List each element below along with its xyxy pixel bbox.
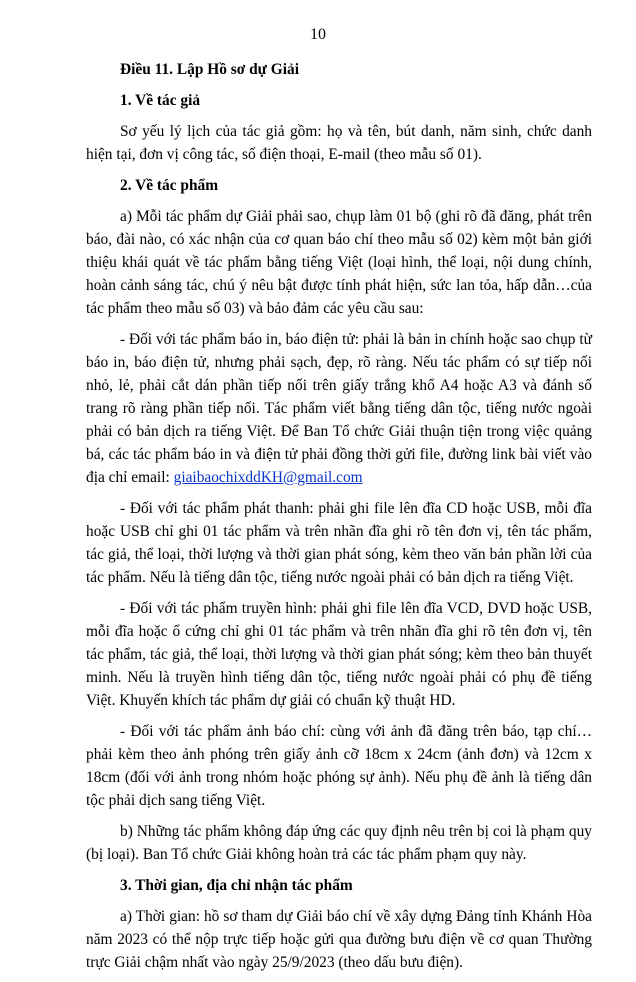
print-works-text: - Đối với tác phẩm báo in, báo điện tử: phải là bản in chính hoặc sao chụp từ báo in, báo điện tử, nhưng phải sạch, đẹp, rõ ràng. Nếu tác phẩm có sự tiếp nối nhỏ, lẻ, phải cắt dán phần tiếp nối trên giấy trắng khổ A4 hoặc A3 và đánh số trang rõ ràng phần tiếp nối. Tác phẩm viết bằng tiếng dân tộc, tiếng nước ngoài phải có bản dịch ra tiếng Việt. Để Ban Tổ chức Giải thuận tiện trong việc quảng bá, các tác phẩm báo in và điện tử phải đồng thời gửi file, đường link bài viết vào địa chỉ email: [86, 331, 592, 486]
submission-time-paragraph: a) Thời gian: hồ sơ tham dự Giải báo chí về xây dựng Đảng tỉnh Khánh Hòa năm 2023 có thể nộp trực tiếp hoặc gửi qua đường bưu điện về cơ quan Thường trực Giải chậm nhất vào ngày 25/9/2023 (theo dấu bưu điện). [86, 908, 592, 971]
section-heading-author: 1. Về tác giả [120, 92, 201, 109]
works-paragraph-b: b) Những tác phẩm không đáp ứng các quy định nêu trên bị coi là phạm quy (bị loại). Ban Tổ chức Giải không hoàn trả các tác phẩm phạm quy này. [86, 823, 592, 863]
article-title: Điều 11. Lập Hồ sơ dự Giải [120, 61, 299, 78]
page-number: 10 [310, 26, 326, 43]
document-body [86, 58, 592, 982]
works-paragraph-a: a) Mỗi tác phẩm dự Giải phải sao, chụp làm 01 bộ (ghi rõ đã đăng, phát trên báo, đài nào, có xác nhận của cơ quan báo chí theo mẫu số 02) kèm một bản giới thiệu khái quát về tác phẩm bằng tiếng Việt (loại hình, thể loại, nội dung chính, hoàn cảnh sáng tác, chú ý nêu bật được tính phát hiện, sức lan tỏa, hấp dẫn…của tác phẩm theo mẫu số 03) và bảo đảm các yêu cầu sau: [86, 208, 592, 317]
section-heading-works: 2. Về tác phẩm [120, 177, 219, 194]
section-heading-submission: 3. Thời gian, địa chỉ nhận tác phẩm [120, 877, 353, 894]
email-link[interactable]: giaibaochixddKH@gmail.com [173, 469, 363, 486]
author-paragraph: Sơ yếu lý lịch của tác giả gồm: họ và tên, bút danh, năm sinh, chức danh hiện tại, đơn vị công tác, số điện thoại, E-mail (theo mẫu số 01). [86, 123, 592, 163]
radio-works-paragraph: - Đối với tác phẩm phát thanh: phải ghi file lên đĩa CD hoặc USB, mỗi đĩa hoặc USB chỉ ghi 01 tác phẩm và trên nhãn đĩa ghi rõ tên đơn vị, tên tác phẩm, tác giả, thể loại, thời lượng và thời gian phát sóng, kèm theo văn bản phần lời của tác phẩm. Nếu là tiếng dân tộc, tiếng nước ngoài phải có bản dịch ra tiếng Việt. [86, 500, 592, 586]
print-works-paragraph [86, 328, 592, 489]
tv-works-paragraph: - Đối với tác phẩm truyền hình: phải ghi file lên đĩa VCD, DVD hoặc USB, mỗi đĩa hoặc ổ cứng chỉ ghi 01 tác phẩm và trên nhãn đĩa ghi rõ tên đơn vị, tên tác phẩm, tác giả, thể loại, thời lượng và thời gian phát sóng; kèm theo bản thuyết minh. Nếu là truyền hình tiếng dân tộc, tiếng nước ngoài phải có phụ đề tiếng Việt. Khuyến khích tác phẩm dự giải có chuẩn kỹ thuật HD. [86, 600, 592, 709]
photo-works-paragraph: - Đối với tác phẩm ảnh báo chí: cùng với ảnh đã đăng trên báo, tạp chí… phải kèm theo ảnh phóng trên giấy ảnh cỡ 18cm x 24cm (ảnh đơn) và 12cm x 18cm (đối với ảnh trong nhóm hoặc phóng sự ảnh). Nếu phụ đề ảnh là tiếng dân tộc phải dịch sang tiếng Việt. [86, 723, 592, 809]
